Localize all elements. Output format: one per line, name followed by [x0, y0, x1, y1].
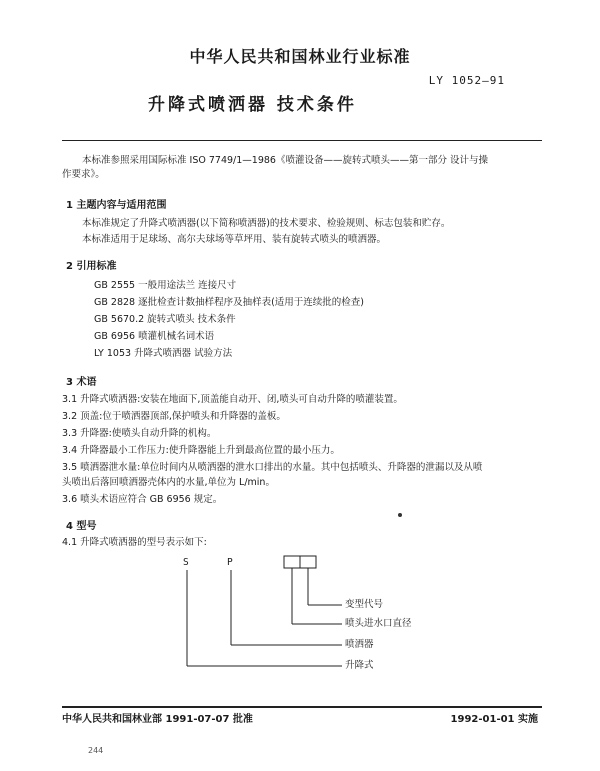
document-title: 升降式喷洒器 技术条件: [148, 95, 357, 115]
reference-item: GB 2555 一般用途法兰 连接尺寸: [94, 280, 237, 291]
page-number: 244: [88, 746, 104, 755]
section-1-paragraph-1: 本标准规定了升降式喷洒器(以下简称喷洒器)的技术要求、检验规则、标志包装和贮存。: [82, 218, 451, 229]
reference-item: GB 5670.2 旋转式喷头 技术条件: [94, 314, 236, 325]
section-4-item: 4.1 升降式喷洒器的型号表示如下:: [62, 537, 207, 548]
label-pop-up-type: 升降式: [345, 660, 374, 671]
term-item: 3.2 顶盖:位于喷洒器顶部,保护喷头和升降器的盖板。: [62, 411, 286, 422]
term-item: 3.3 升降器:使喷头自动升降的机构。: [62, 428, 217, 439]
standard-code: LY 1052—91: [428, 74, 505, 87]
section-1-heading: 1 主题内容与适用范围: [66, 200, 167, 211]
model-letter-s: S: [183, 557, 189, 568]
implementation-date: 1992-01-01 实施: [450, 714, 538, 725]
model-code-box-right: [300, 556, 316, 568]
label-variant-code: 变型代号: [345, 599, 384, 610]
term-item: 3.4 升降器最小工作压力:使升降器能上升到最高位置的最小压力。: [62, 445, 340, 456]
term-item-continuation: 头喷出后落回喷洒器壳体内的水量,单位为 L/min。: [62, 477, 275, 488]
reference-item: GB 2828 逐批检查计数抽样程序及抽样表(适用于连续批的检查): [94, 297, 365, 308]
approval-date: 中华人民共和国林业部 1991-07-07 批准: [62, 714, 253, 725]
term-item: 3.1 升降式喷洒器:安装在地面下,顶盖能自动开、闭,喷头可自动升降的喷灌装置。: [62, 394, 403, 405]
reference-item: LY 1053 升降式喷洒器 试验方法: [94, 348, 233, 359]
intro-line-1: 本标准参照采用国际标准 ISO 7749/1—1986《喷灌设备——旋转式喷头——第一部分 设计与操: [82, 155, 488, 166]
intro-line-2: 作要求》。: [62, 169, 105, 180]
standard-org-title: 中华人民共和国林业行业标准: [189, 47, 411, 66]
footer-rule: [62, 706, 542, 708]
section-3-heading: 3 术语: [66, 377, 97, 388]
label-inlet-diameter: 喷头进水口直径: [345, 618, 412, 629]
reference-item: GB 6956 喷灌机械名词术语: [94, 331, 215, 342]
model-code-box-left: [284, 556, 300, 568]
section-1-paragraph-2: 本标准适用于足球场、高尔夫球场等草坪用、装有旋转式喷头的喷洒器。: [82, 234, 387, 245]
section-2-heading: 2 引用标准: [66, 261, 117, 272]
section-4-heading: 4 型号: [66, 521, 97, 532]
term-item: 3.6 喷头术语应符合 GB 6956 规定。: [62, 494, 223, 505]
model-letter-p: P: [227, 557, 233, 568]
label-sprinkler: 喷洒器: [345, 639, 374, 650]
term-item: 3.5 喷洒器泄水量:单位时间内从喷洒器的泄水口排出的水量。其中包括喷头、升降器的泄漏以及从喷: [62, 462, 483, 473]
